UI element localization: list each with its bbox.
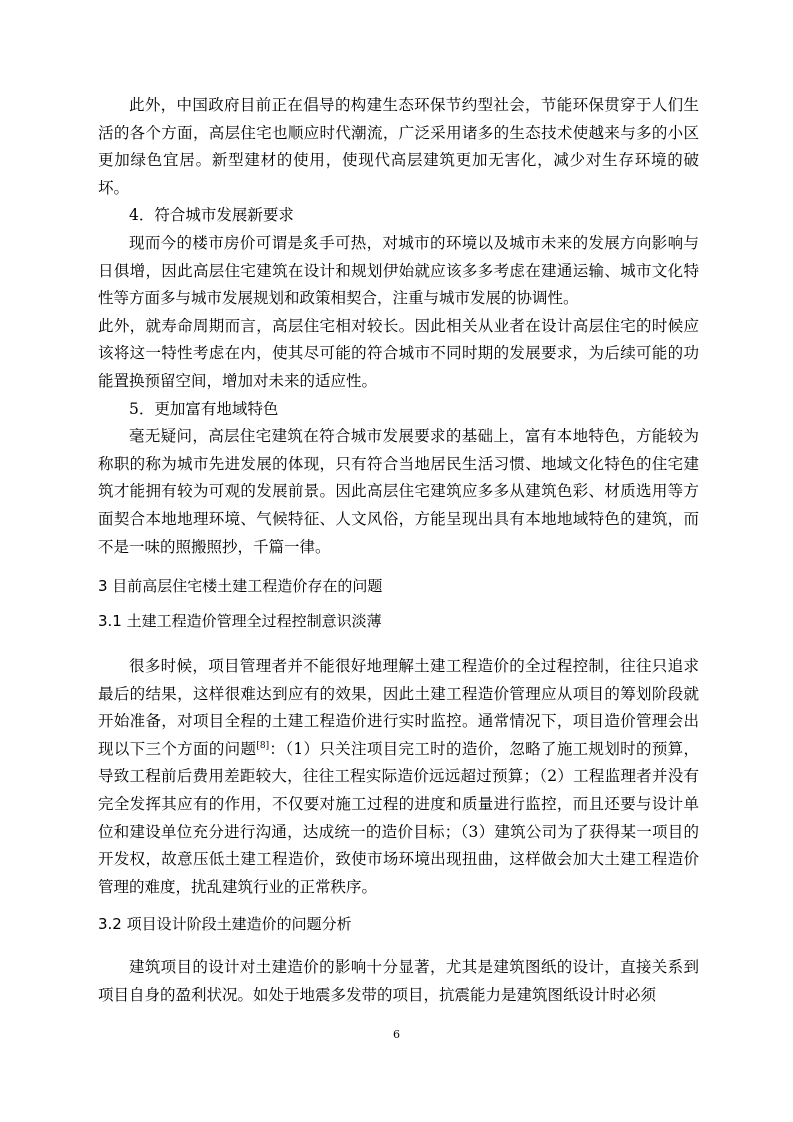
heading-regional-features: 5．更加富有地域特色 (129, 399, 279, 418)
document-page (98, 92, 699, 1010)
page-number: 6 (393, 1028, 400, 1041)
cost-control-text-b: ：（1）只关注项目完工时的造价，忽略了施工规划时的预算，导致工程前后费用差距较大，往往工程实际造价远远超过预算；（2）工程监理者并没有完全发挥其应有的作用，不仅要对施工过程的进度和质量进行监控，而且还要与设计单位和建设单位充分进行沟通，达成统一的造价目标；（3）建筑公司为了获得某一项目的开发权，故意压低土建工程造价，致使市场环境出现扭曲，这样做会加大土建工程造价管理的难度，扰乱建筑行业的正常秩序。 (98, 739, 699, 896)
citation-ref: [8] (256, 740, 270, 751)
paragraph-eco: 此外，中国政府目前正在倡导的构建生态环保节约型社会，节能环保贯穿于人们生活的各个方面，高层住宅也顺应时代潮流，广泛采用诸多的生态技术使越来与多的小区更加绿色宜居。新型建材的使用，使现代高层建筑更加无害化，减少对生存环境的破坏。 (98, 96, 699, 197)
section-3-title: 3 目前高层住宅楼土建工程造价存在的问题 (98, 577, 383, 596)
heading-urban-requirements: 4．符合城市发展新要求 (129, 206, 294, 225)
cost-control-text-a: 很多时候，项目管理者并不能很好地理解土建工程造价的全过程控制，往往只追求最后的结果，这样很难达到应有的效果，因此土建工程造价管理应从项目的筹划阶段就开始准备，对项目全程的土建工程造价进行实时监控。通常情况下，项目造价管理会出现以下三个方面的问题 (98, 657, 699, 758)
paragraph-regional: 毫无疑问，高层住宅建筑在符合城市发展要求的基础上，富有本地特色，方能较为称职的称为城市先进发展的体现，只有符合当地居民生活习惯、地域文化特色的住宅建筑才能拥有较为可观的发展前景。因此高层住宅建筑应多多从建筑色彩、材质选用等方面契合本地地理环境、气候特征、人文风俗，方能呈现出具有本地地域特色的建筑，而不是一味的照搬照抄，千篇一律。 (98, 427, 699, 556)
paragraph-lifecycle: 此外，就寿命周期而言，高层住宅相对较长。因此相关从业者在设计高层住宅的时候应该将这一特性考虑在内，使其尽可能的符合城市不同时期的发展要求，为后续可能的功能置换预留空间，增加对未来的适应性。 (98, 316, 699, 390)
paragraph-design-stage: 建筑项目的设计对土建造价的影响十分显著，尤其是建筑图纸的设计，直接关系到项目自身的盈利状况。如处于地震多发带的项目，抗震能力是建筑图纸设计时必须 (98, 958, 699, 1005)
paragraph-urban-planning: 现而今的楼市房价可谓是炙手可热，对城市的环境以及城市未来的发展方向影响与日俱增，因此高层住宅建筑在设计和规划伊始就应该多多考虑在建通运输、城市文化特性等方面多与城市发展规划和政策相契合，注重与城市发展的协调性。 (98, 233, 699, 308)
section-3-1-title: 3.1 土建工程造价管理全过程控制意识淡薄 (98, 612, 382, 631)
section-3-2-title: 3.2 项目设计阶段土建造价的问题分析 (98, 915, 352, 934)
paragraph-cost-control (98, 653, 699, 901)
